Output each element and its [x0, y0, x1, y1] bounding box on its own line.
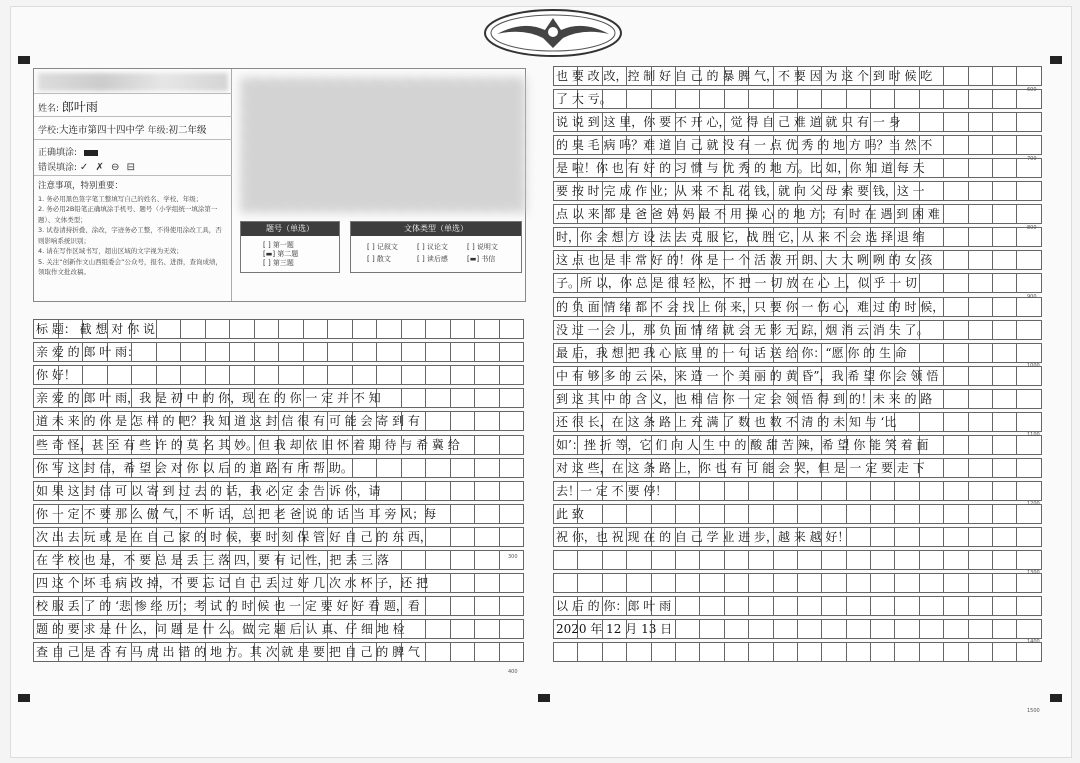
essay-line: 此 致: [556, 506, 584, 521]
essay-line: 对 这 些，在 这 条 路 上，你 也 有 可 能 会 哭，但 是 一 定 要 走 下: [556, 460, 925, 475]
redacted-code-area: [240, 77, 526, 213]
essay-line: 你 好！: [36, 368, 76, 383]
word-count-marker: 800: [1027, 225, 1037, 231]
notice-item: 2. 务必用2B铅笔正确填涂手机号、题号（小学组统一填涂第一题）、文体类型；: [38, 205, 218, 224]
essay-line: 去！一 定 不 要 停！: [556, 483, 668, 498]
registration-marker: [1050, 56, 1062, 64]
essay-line: 也 要 改 改，控 制 好 自 己 的 暴 脾 气，不 要 因 为 这 个 到 时 候 吃: [556, 69, 933, 83]
notice-item: 1. 务必用黑色签字笔工整填写自己的姓名、学校、年级；: [38, 194, 203, 203]
essay-line: 2020 年 12 月 13 日: [556, 622, 673, 637]
grid-row: [553, 573, 1041, 593]
word-count-marker: 900: [1027, 294, 1037, 300]
genre-option[interactable]: [ ] 散文: [367, 255, 391, 263]
registration-marker: [1050, 694, 1062, 702]
essay-line: 的 臭 毛 病 吗？难 道 自 己 就 没 有 一 点 优 秀 的 地 方 吗？当 然 不: [556, 138, 933, 153]
grid-row: [553, 550, 1041, 570]
topic-option[interactable]: [ ] 第一题: [263, 241, 294, 249]
essay-line: 的 负 面 情 绪 都 不 会 找 上 你 来，只 要 你 一 伤 心，难 过 的 时 候，: [556, 299, 945, 314]
answer-sheet-header: [33, 68, 526, 302]
notice-item: 5. 关注“创新作文山西组委会”公众号，报名、进群，查询成绩，领取作文批改稿。: [38, 257, 223, 276]
registration-marker: [18, 56, 30, 64]
essay-line: 没 过 一 会 儿，那 负 面 情 绪 就 会 无 影 无 踪，烟 消 云 消 失 了。: [556, 322, 929, 337]
word-count-marker: 1300: [1027, 570, 1040, 576]
name-field: 姓名: 郎叶雨: [38, 100, 98, 114]
word-count-marker: 1000: [1027, 363, 1040, 369]
essay-line: 点 以 来 都 是 爸 爸 妈 妈 最 不 用 操 心 的 地 方；有 时 在 遇 到 困 难: [556, 207, 940, 222]
genre-option[interactable]: [ ] 读后感: [417, 255, 448, 263]
essay-line: 次 出 去 玩 或 是 在 自 己 家 的 时 候，要 时 刻 保 管 好 自 己 的 东 西，: [36, 529, 432, 544]
essay-line: 子。所 以，你 总 是 很 轻 松，不 把 一 切 放 在 心 上，似 乎 一 切: [556, 276, 918, 291]
filled-mark-icon: [84, 150, 98, 156]
essay-line: 些 奇 怪，甚 至 有 些 许 的 莫 名 其 妙。但 我 却 依 旧 怀 着 期 待 与 希 冀 给: [36, 437, 460, 452]
essay-line: 道 未 来 的 你 是 怎 样 的 吧？我 知 道 这 封 信 很 有 可 能 会 寄 到 有: [36, 414, 420, 429]
genre-option[interactable]: [ ] 记叙文: [367, 243, 398, 251]
notice-item: 4. 请在写作区域书写，超出区域的文字视为无效；: [38, 247, 183, 255]
essay-line: 查 自 己 是 否 有 马 虎 出 错 的 地 方。其 次 就 是 要 把 自 己 的 脾 气: [36, 645, 420, 660]
topic-selector: 题号（单选） [ ] 第一题 [▬] 第二题 [ ] 第三题: [240, 221, 340, 273]
word-count-marker: 300: [508, 554, 518, 560]
essay-line: 这 点 也 是 非 常 好 的！你 是 一 个 活 泼 开 朗、大 大 咧 咧 的 女 孩: [556, 253, 933, 268]
word-count-marker: 600: [1027, 87, 1037, 93]
essay-line: 题 的 要 求 是 什 么，问 题 是 什 么。做 完 题 后 认 真、仔 细 地 检: [36, 622, 405, 637]
essay-line: 校 服 丢 了 的 ‘悲 惨 经 历’；考 试 的 时 候 也 一 定 要 好 好 看 题，看: [36, 599, 420, 614]
essay-line: 祝 你，也 祝 现 在 的 自 己 学 业 进 步，越 来 越 好！: [556, 530, 850, 544]
genre-option[interactable]: [▬] 书信: [467, 255, 496, 263]
school-field: 学校:大连市第四十四中学 年级:初二年级: [38, 125, 207, 136]
word-count-marker: 1200: [1027, 501, 1040, 507]
notice-item: 3. 试卷清持折叠、涂改，字迹务必工整，不得使用涂改工具，否则影响系统识别；: [38, 226, 222, 245]
word-count-marker: 400: [508, 669, 518, 675]
genre-option[interactable]: [ ] 说明文: [467, 243, 498, 251]
essay-line: 最 后，我 想 把 我 心 底 里 的 一 句 话 送 给 你：“愿 你 的 生 命: [556, 345, 907, 360]
word-count-marker: 1500: [1027, 708, 1040, 714]
genre-option[interactable]: [ ] 议论文: [417, 243, 448, 251]
registration-marker: [18, 694, 30, 702]
essay-line: 到 这 其 中 的 含 义，也 相 信 你 一 定 会 领 悟 得 到 的！未 来 的 路: [556, 391, 933, 406]
essay-line: 中 有 够 多 的 云 朵，来 造 一 个 美 丽 的 黄 昏”，我 希 望 你 会 领 悟: [556, 368, 939, 383]
essay-line: 了 大 亏。: [556, 92, 612, 107]
essay-line: 标 题： 截 想 对 你 说: [36, 322, 155, 336]
student-info-panel: [34, 69, 232, 301]
essay-line: 如’：挫 折 等，它 们 向 人 生 中 的 酸 甜 苦 辣，希 望 你 能 笑 着 面: [556, 437, 929, 452]
wrong-fill-example: 错误填涂: ✓ ✗ ⊖ ⊟: [38, 162, 137, 173]
essay-line: 亲 爱 的 郎 叶 雨：: [36, 345, 140, 360]
essay-line: 你 写 这 封 信，希 望 会 对 你 以 后 的 道 路 有 所 帮 助。: [36, 460, 353, 475]
word-count-marker: 700: [1027, 156, 1037, 162]
essay-line: 还 很 长，在 这 条 路 上 充 满 了 数 也 数 不 清 的 未 知 与 ‘比: [556, 414, 897, 429]
essay-line: 在 学 校 也 是，不 要 总 是 丢 三 落 四，要 有 记 性，把 丢 三 落: [36, 553, 389, 567]
essay-line: 亲 爱 的 郎 叶 雨，我 是 初 中 的 你，现 在 的 你 一 定 并 不 知: [36, 391, 381, 406]
word-count-marker: 1400: [1027, 639, 1040, 645]
correct-fill-example: 正确填涂:: [38, 145, 98, 158]
notice-list: 注意事项，特别重要： 1. 务必用黑色签字笔工整填写自己的姓名、学校、年级； 2. 务必用2B铅笔正确填涂手机号、题号（小学组统一填涂第一题）、文体类型； 3. 试卷清持折叠、涂改，字迹务必工整，不得使用涂改工具，否则影响系统识别； 4. 请在写作区域书写，超出区域的文字视为无效； 5. 关注“创新作文山西组委会”公众号，报名、进群，查询成绩，领取作文批改稿。: [38, 181, 228, 278]
grid-row: [553, 642, 1041, 662]
competition-logo: [483, 8, 623, 58]
topic-option[interactable]: [ ] 第三题: [263, 259, 294, 267]
essay-line: 以 后 的 你：郎 叶 雨: [556, 599, 672, 614]
essay-line: 如 果 这 封 信 可 以 寄 到 过 去 的 话，我 必 定 会 告 诉 你，请: [36, 483, 381, 498]
essay-line: 你 一 定 不 要 那 么 傲 气，不 听 话，总 把 老 爸 说 的 话 当 耳 旁 风；每: [36, 506, 437, 521]
essay-line: 四 这 个 坏 毛 病 改 掉，不 要 忘 记 自 己 丢 过 好 几 次 水 杯 子，还 把: [36, 576, 429, 591]
registration-marker: [538, 694, 550, 702]
word-count-marker: 1100: [1027, 432, 1040, 438]
genre-selector: 文体类型（单选） [ ] 记叙文 [ ] 议论文 [ ] 说明文 [ ] 散文 [ ] 读后感 [▬] 书信: [350, 221, 522, 273]
essay-line: 是 啦！你 也 有 好 的 习 惯 与 优 秀 的 地 方。比 如，你 知 道 每 天: [556, 161, 925, 176]
essay-line: 时，你 会 想 方 设 法 去 克 服 它，战 胜 它，从 来 不 会 选 择 退 缩: [556, 230, 925, 245]
redacted-area: [38, 73, 228, 91]
topic-option[interactable]: [▬] 第二题: [263, 250, 299, 258]
essay-line: 要 按 时 完 成 作 业；从 来 不 乱 花 钱，就 向 父 母 索 要 钱，这 一: [556, 184, 925, 199]
essay-line: 说 说 到 这 里，你 要 不 开 心，觉 得 自 己 难 道 就 只 有 一 身: [556, 115, 901, 130]
